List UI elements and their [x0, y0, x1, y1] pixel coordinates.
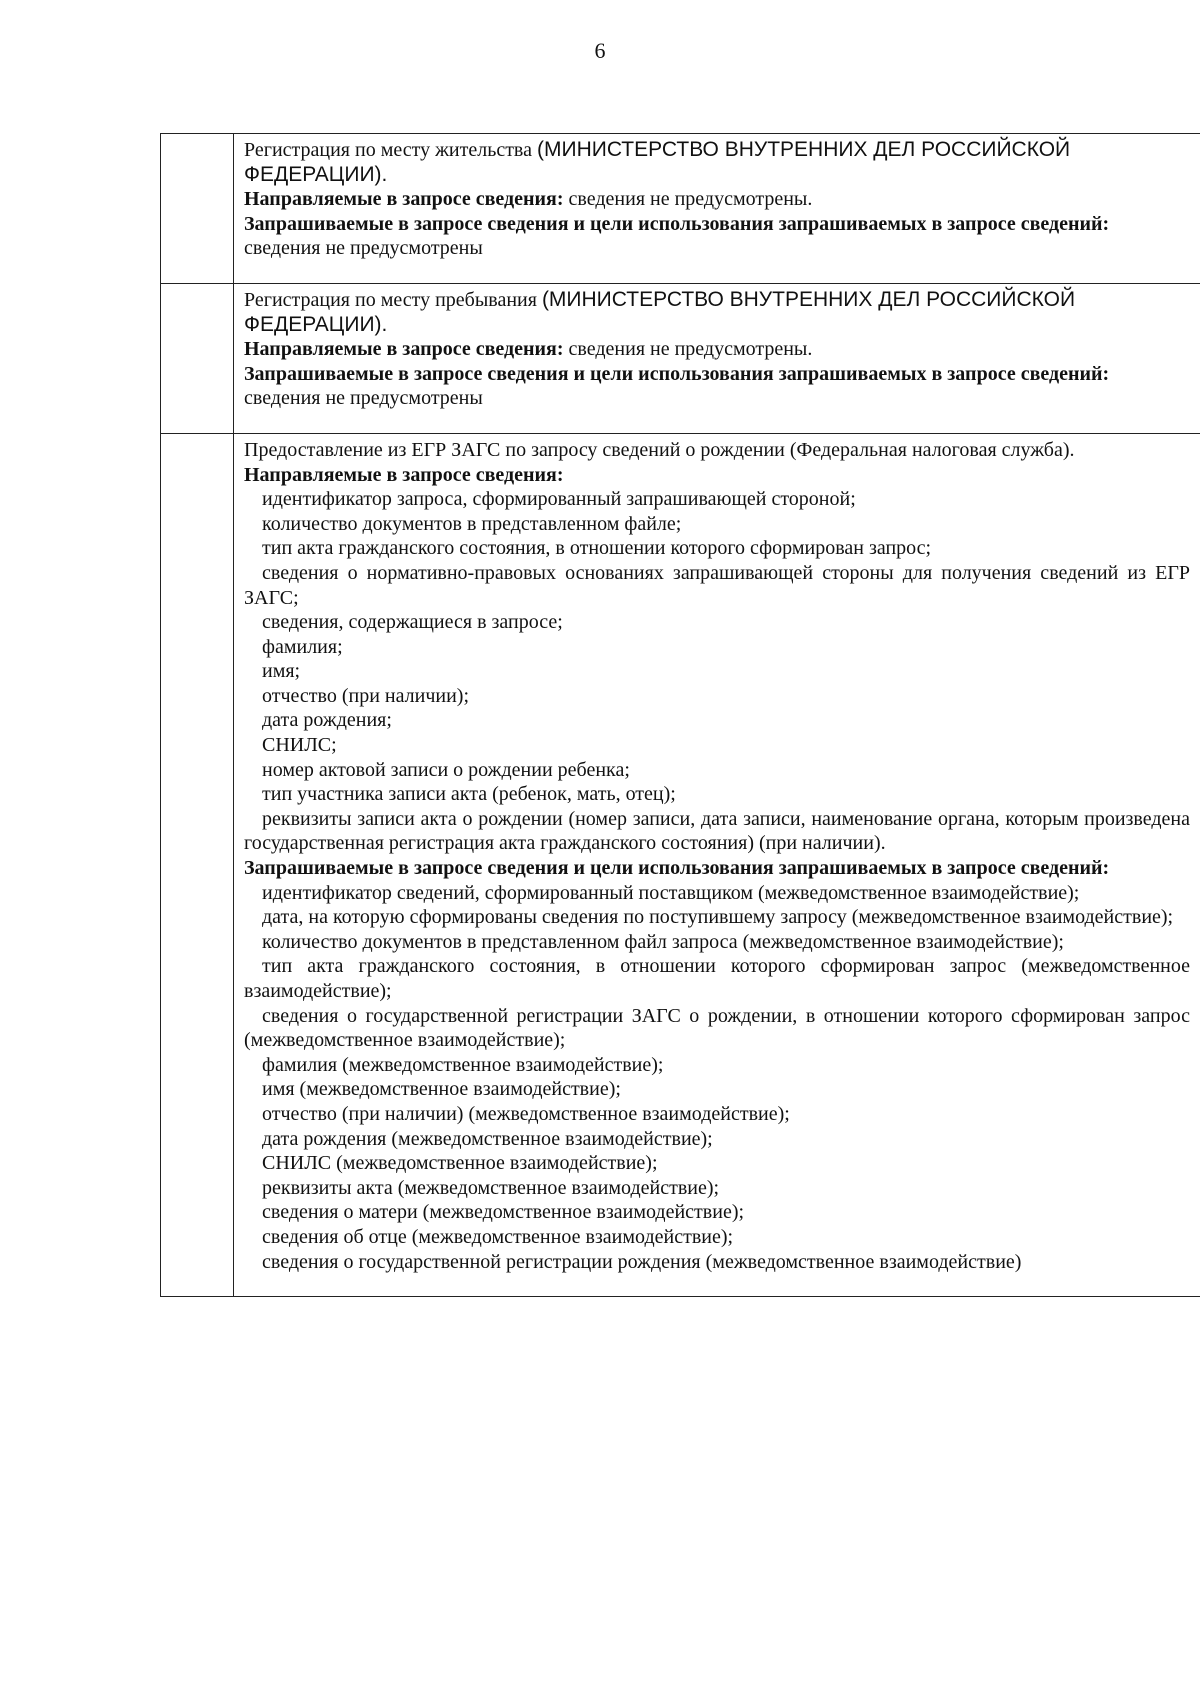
sent-info: Направляемые в запросе сведения: сведения не предусмотрены. [244, 338, 813, 361]
services-table [160, 133, 1200, 1297]
list-item: сведения о государственной регистрации рождения (межведомственное взаимодействие) [262, 1250, 1022, 1273]
list-item: тип акта гражданского состояния, в отношении которого сформирован запрос (межведомственное взаимодействие); [244, 955, 1190, 1002]
list-item: имя (межведомственное взаимодействие); [262, 1078, 621, 1101]
requested-info: Запрашиваемые в запросе сведения и цели использования запрашиваемых в запросе сведений: сведения не предусмотрены [244, 362, 1110, 410]
service-title: Регистрация по месту жительства (МИНИСТЕРСТВО ВНУТРЕННИХ ДЕЛ РОССИЙСКОЙ ФЕДЕРАЦИИ). [244, 138, 1071, 186]
requested-label: Запрашиваемые в запросе сведения и цели использования запрашиваемых в запросе сведений: [244, 857, 1110, 880]
list-item: дата рождения (межведомственное взаимодействие); [262, 1127, 713, 1150]
list-item: номер актовой записи о рождении ребенка; [262, 758, 630, 781]
list-item: реквизиты записи акта о рождении (номер записи, дата записи, наименование органа, которым произведена государственная регистрация акта гражданского состояния) (при наличии). [244, 807, 1190, 855]
list-item: тип акта гражданского состояния, в отношении которого сформирован запрос; [262, 537, 932, 560]
list-item: тип участника записи акта (ребенок, мать, отец); [262, 783, 676, 806]
list-item: идентификатор запроса, сформированный запрашивающей стороной; [262, 488, 856, 511]
list-item: фамилия; [262, 635, 343, 658]
table-row [161, 134, 1200, 284]
row-number-cell [161, 134, 234, 284]
page-number: 6 [594, 38, 606, 63]
list-item: реквизиты акта (межведомственное взаимодействие); [262, 1176, 720, 1199]
list-item: количество документов в представленном файле; [262, 512, 682, 535]
list-item: дата, на которую сформированы сведения по поступившему запросу (межведомственное взаимодействие); [262, 906, 1174, 929]
list-item: сведения о нормативно-правовых основаниях запрашивающей стороны для получения сведений из ЕГР ЗАГС; [244, 561, 1190, 609]
list-item: дата рождения; [262, 709, 392, 732]
list-item: отчество (при наличии); [262, 684, 470, 707]
table-row [161, 283, 1200, 433]
list-item: фамилия (межведомственное взаимодействие); [262, 1053, 664, 1076]
list-item: сведения о матери (межведомственное взаимодействие); [262, 1201, 745, 1224]
row-content-cell [234, 283, 1200, 433]
list-item: идентификатор сведений, сформированный поставщиком (межведомственное взаимодействие); [262, 881, 1080, 904]
list-item: сведения о государственной регистрации ЗАГС о рождении, в отношении которого сформирован запрос (межведомственное взаимодействие); [244, 1004, 1190, 1052]
row-number-cell [161, 283, 234, 433]
list-item: имя; [262, 660, 301, 683]
row-content-cell [234, 134, 1200, 284]
list-item: СНИЛС; [262, 734, 337, 757]
table-row [161, 433, 1200, 1296]
list-item: отчество (при наличии) (межведомственное взаимодействие); [262, 1102, 790, 1125]
list-item: сведения, содержащиеся в запросе; [262, 611, 563, 634]
requested-info: Запрашиваемые в запросе сведения и цели использования запрашиваемых в запросе сведений: сведения не предусмотрены [244, 212, 1110, 260]
list-item: СНИЛС (межведомственное взаимодействие); [262, 1152, 658, 1175]
service-title: Предоставление из ЕГР ЗАГС по запросу сведений о рождении (Федеральная налоговая служба). [244, 438, 1075, 461]
service-title: Регистрация по месту пребывания (МИНИСТЕРСТВО ВНУТРЕННИХ ДЕЛ РОССИЙСКОЙ ФЕДЕРАЦИИ). [244, 287, 1076, 336]
sent-label: Направляемые в запросе сведения: [244, 463, 564, 486]
list-item: количество документов в представленном файл запроса (межведомственное взаимодействие); [262, 930, 1064, 953]
list-item: сведения об отце (межведомственное взаимодействие); [262, 1225, 734, 1248]
row-number-cell [161, 433, 234, 1296]
row-content-cell [234, 433, 1200, 1296]
sent-info: Направляемые в запросе сведения: сведения не предусмотрены. [244, 188, 813, 211]
